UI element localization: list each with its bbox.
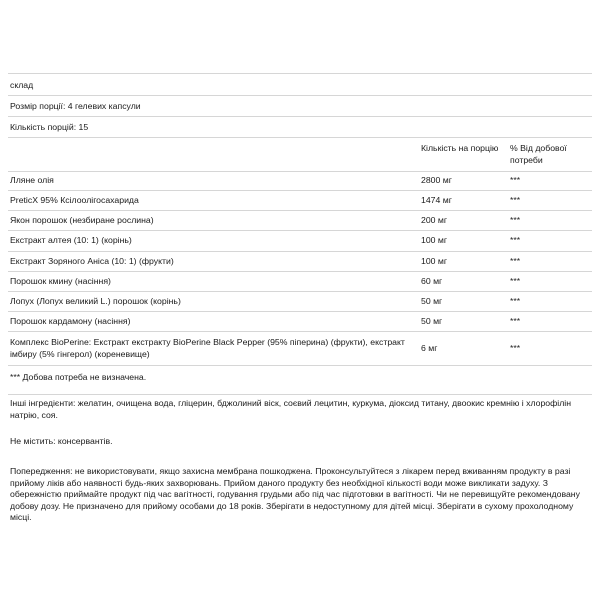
header-amount: Кількість на порцію: [421, 143, 499, 153]
ingredient-amount: 1474 мг: [421, 194, 452, 205]
table-header: [8, 137, 592, 171]
ingredient-name: Порошок кардамону (насіння): [10, 315, 131, 326]
ingredient-row: [8, 230, 592, 251]
ingredient-amount: 100 мг: [421, 255, 448, 266]
ingredient-daily-value: ***: [510, 194, 521, 205]
ingredient-name: Екстракт Зоряного Аніса (10: 1) (фрукти): [10, 255, 174, 266]
ingredient-name: Екстракт алтея (10: 1) (корінь): [10, 235, 132, 246]
serving-size: Розмір порції: 4 гелевих капсули: [8, 95, 592, 116]
footnote: *** Добова потреба не визначена.: [8, 365, 592, 394]
ingredient-amount: 6 мг: [421, 342, 438, 353]
ingredient-name: Лляне олія: [10, 175, 54, 186]
ingredient-row: [8, 271, 592, 291]
ingredient-daily-value: ***: [510, 275, 521, 286]
ingredient-row: [8, 210, 592, 230]
ingredient-row: [8, 171, 592, 190]
no-preservatives: Не містить: консервантів.: [10, 436, 113, 446]
ingredient-amount: 60 мг: [421, 275, 443, 286]
ingredient-daily-value: ***: [510, 255, 521, 266]
ingredient-amount: 100 мг: [421, 235, 448, 246]
ingredient-amount: 50 мг: [421, 315, 443, 326]
ingredient-name: PreticX 95% Ксілоолігосахарида: [10, 194, 139, 205]
ingredient-daily-value: ***: [510, 315, 521, 326]
ingredient-daily-value: ***: [510, 214, 521, 225]
ingredient-name: Порошок кмину (насіння): [10, 275, 111, 286]
ingredient-name: Комплекс BioPerine: Екстракт екстракту BioPerine Black Pepper (95% піперина) (фрукти), екстракт імбиру (5% гінгерол) (кореневище): [10, 337, 405, 359]
ingredient-daily-value: ***: [510, 175, 521, 186]
ingredient-daily-value: ***: [510, 342, 521, 353]
ingredient-daily-value: ***: [510, 295, 521, 306]
ingredient-daily-value: ***: [510, 235, 521, 246]
section-title: склад: [8, 73, 592, 95]
ingredient-rows: [8, 171, 592, 365]
servings-count: Кількість порцій: 15: [8, 116, 592, 137]
warning-text: Попередження: не використовувати, якщо захисна мембрана пошкоджена. Проконсультуйтеся з лікарем перед вживанням продукту в разі прийому ліків або наявності будь-яких захворювань. Прийом даного продукту без необхідної кількості води може викликати задуху. З обережністю приймайте продукт під час вагітності, годування грудьми або під час підготовки в вагітності. Чи не перевищуйте рекомендовану добову дозу. Не призначено для прийому особами до 18 років. Зберігати в недоступному для дітей місці. Зберігати в сухому прохолодному місці.: [10, 466, 580, 523]
ingredient-row: [8, 311, 592, 331]
ingredient-name: Лопух (Лопух великий L.) порошок (корінь): [10, 295, 181, 306]
ingredient-row: [8, 291, 592, 311]
header-daily-value: % Від добової потреби: [510, 143, 567, 165]
ingredient-row: [8, 331, 592, 365]
supplement-facts: [8, 73, 592, 524]
other-ingredients: Інші інгредієнти: желатин, очищена вода, гліцерин, бджолиний віск, соєвий лецитин, куркума, діоксид титану, двоокис кремнію і хлорофілін натрію, соя.: [8, 394, 592, 429]
ingredient-name: Якон порошок (незбиране рослина): [10, 214, 154, 225]
ingredient-row: [8, 251, 592, 271]
ingredient-amount: 200 мг: [421, 214, 448, 225]
ingredient-amount: 2800 мг: [421, 175, 452, 186]
ingredient-row: [8, 190, 592, 210]
ingredient-amount: 50 мг: [421, 295, 443, 306]
